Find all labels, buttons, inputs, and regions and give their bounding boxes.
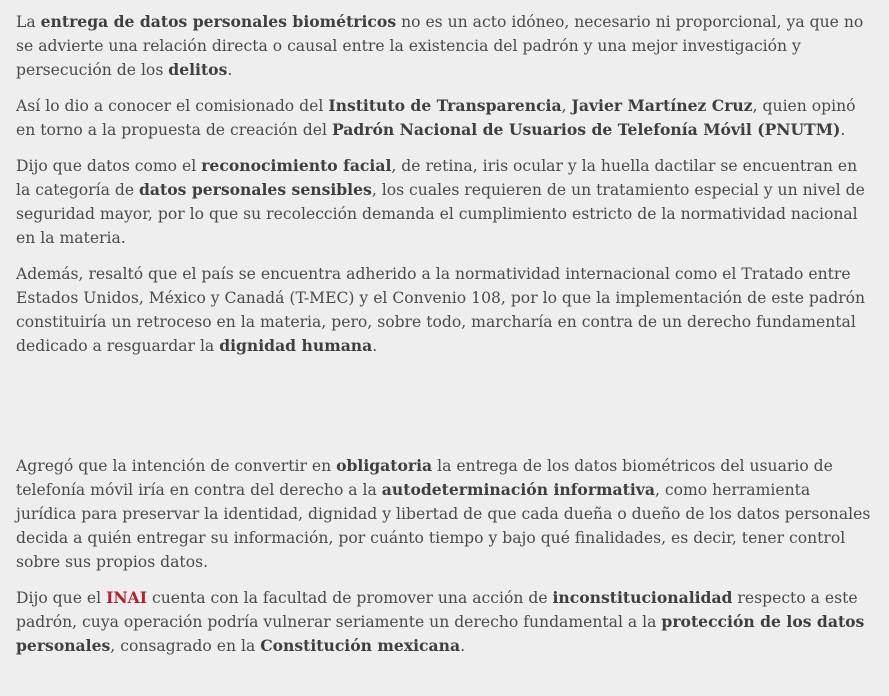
- bold-text: autodeterminación informativa: [381, 480, 655, 499]
- text: no es un acto idóneo, necesario ni proporcional, ya que no se advierte una relación directa o causal entre la existencia del padrón y una mejor investigación y persecución de los: [16, 13, 864, 79]
- bold-text: obligatoria: [336, 456, 433, 475]
- bold-text: inconstitucionalidad: [552, 588, 733, 607]
- text: Dijo que el: [16, 589, 107, 607]
- bold-text: Constitución mexicana: [260, 636, 461, 655]
- bold-text: Instituto de Transparencia: [328, 96, 562, 115]
- text: .: [372, 337, 378, 355]
- paragraph-1: [16, 10, 873, 82]
- bold-text: delitos: [168, 60, 228, 79]
- bold-text: Javier Martínez Cruz: [571, 96, 753, 115]
- bold-text: entrega de datos personales biométricos: [40, 12, 397, 31]
- content-gap: [16, 370, 873, 454]
- text: Además, resaltó que el país se encuentra adherido a la normatividad internacional como el Tratado entre Estados Unidos, México y Canadá (T-MEC) y el Convenio 108, por lo que la implementación de este padrón constituiría un retroceso en la materia, pero, sobre todo, marcharía en contra de un derecho fundamental dedicado a resguardar la: [16, 265, 866, 355]
- text: , los cuales requieren de un tratamiento especial y un nivel de seguridad mayor, por lo que su recolección demanda el cumplimiento estricto de la normatividad nacional en la materia.: [16, 181, 865, 247]
- text: La: [16, 13, 41, 31]
- text: , de retina, iris ocular y la huella dactilar se encuentran en la categoría de: [16, 157, 858, 199]
- text: .: [227, 61, 233, 79]
- paragraph-3: [16, 154, 873, 250]
- text: Así lo dio a conocer el comisionado del: [16, 97, 329, 115]
- paragraph-4: [16, 262, 873, 358]
- paragraph-6: [16, 586, 873, 658]
- bold-text: datos personales sensibles: [139, 180, 372, 199]
- text: la entrega de los datos biométricos del usuario de telefonía móvil iría en contra del derecho a la: [16, 457, 833, 499]
- bold-text: protección de los datos personales: [16, 612, 865, 655]
- text: ,: [561, 97, 572, 115]
- paragraph-5: [16, 454, 873, 574]
- text: Agregó que la intención de convertir en: [16, 457, 337, 475]
- paragraph-2: [16, 94, 873, 142]
- text: Dijo que datos como el: [16, 157, 202, 175]
- text: , consagrado en la: [110, 637, 261, 655]
- bold-text: reconocimiento facial: [201, 156, 392, 175]
- text: .: [460, 637, 466, 655]
- bold-text: dignidad humana: [219, 336, 373, 355]
- text: .: [840, 121, 846, 139]
- inai-link[interactable]: INAI: [106, 588, 148, 607]
- bold-text: Padrón Nacional de Usuarios de Telefonía Móvil (PNUTM): [331, 120, 841, 139]
- text: , como herramienta jurídica para preservar la identidad, dignidad y libertad de que cada dueña o dueño de los datos personales decida a quién entregar su información, por cuánto tiempo y bajo qué finalidades, es decir, tener control sobre sus propios datos.: [16, 481, 871, 571]
- text: cuenta con la facultad de promover una acción de: [147, 589, 553, 607]
- text: , quien opinó en torno a la propuesta de creación del: [16, 97, 856, 139]
- text: respecto a este padrón, cuya operación podría vulnerar seriamente un derecho fundamental a la: [16, 589, 858, 631]
